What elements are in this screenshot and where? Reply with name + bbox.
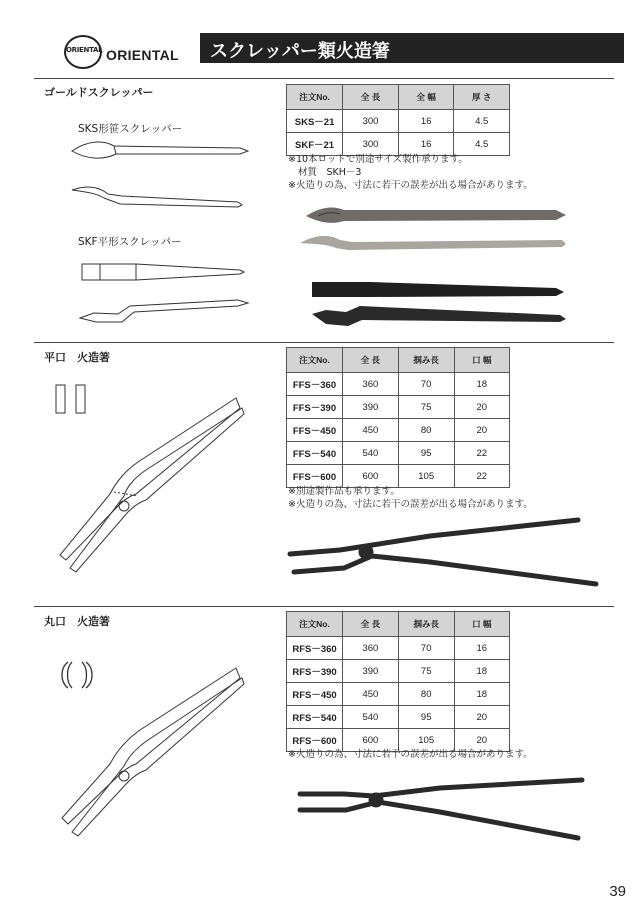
table-cell: 16 xyxy=(454,637,509,660)
table-cell: 75 xyxy=(398,660,454,683)
table-cell: 80 xyxy=(398,683,454,706)
table-cell: 18 xyxy=(454,660,509,683)
table-cell: 540 xyxy=(342,442,398,465)
column-header: 全 幅 xyxy=(398,85,453,110)
note-tolerance: ※火造りの為、寸法に若干の誤差が出る場合があります。 xyxy=(288,749,533,760)
table-cell-code: SKS－21 xyxy=(287,110,343,133)
note-lot: ※10本ロットで別途サイズ製作承ります。 xyxy=(288,154,468,165)
table-cell-code: FFS－360 xyxy=(287,373,343,396)
table-cell: 20 xyxy=(454,706,509,729)
table-cell-code: FFS－390 xyxy=(287,396,343,419)
section-title-flat-tongs: 平口 火造箸 xyxy=(44,351,110,364)
table-cell: 16 xyxy=(398,110,453,133)
table-cell-code: FFS－450 xyxy=(287,419,343,442)
table-cell: 16 xyxy=(398,133,453,156)
column-header: 注文No. xyxy=(287,348,343,373)
table-cell: 390 xyxy=(343,660,399,683)
table-cell: 105 xyxy=(398,729,454,752)
column-header: 全 長 xyxy=(342,348,398,373)
table-cell: 70 xyxy=(398,373,454,396)
table-cell: 95 xyxy=(398,442,454,465)
skf-scraper-photo xyxy=(312,282,566,326)
skf-scraper-drawing xyxy=(80,264,248,322)
note-custom-order: ※別途製作品も承ります。 xyxy=(288,486,400,497)
table-cell: 360 xyxy=(343,637,399,660)
table-cell: 18 xyxy=(454,683,509,706)
table-cell: 75 xyxy=(398,396,454,419)
table-cell: 20 xyxy=(454,419,509,442)
column-header: 口 幅 xyxy=(454,348,509,373)
table-cell: 300 xyxy=(343,110,399,133)
round-jaw-profile-icon xyxy=(62,662,92,688)
column-header: 全 長 xyxy=(343,85,399,110)
sks-scraper-photo xyxy=(300,208,566,250)
table-cell: 80 xyxy=(398,419,454,442)
flat-tongs-photo xyxy=(290,520,596,584)
table-cell-code: FFS－540 xyxy=(287,442,343,465)
table-cell: 600 xyxy=(343,729,399,752)
column-header: 注文No. xyxy=(287,612,343,637)
column-header: 掴み長 xyxy=(398,348,454,373)
table-cell: 450 xyxy=(342,419,398,442)
table-cell: 600 xyxy=(342,465,398,488)
page-number: 39 xyxy=(609,883,626,900)
table-cell: 22 xyxy=(454,465,509,488)
table-cell: 540 xyxy=(343,706,399,729)
table-cell-code: SKF－21 xyxy=(287,133,343,156)
table-cell-code: FFS－600 xyxy=(287,465,343,488)
table-cell-code: RFS－540 xyxy=(287,706,343,729)
table-cell: 4.5 xyxy=(454,110,510,133)
round-tongs-drawing xyxy=(62,668,244,836)
table-cell: 300 xyxy=(343,133,399,156)
note-tolerance: ※火造りの為、寸法に若干の誤差が出る場合があります。 xyxy=(288,499,533,510)
column-header: 注文No. xyxy=(287,85,343,110)
column-header: 口 幅 xyxy=(454,612,509,637)
sub-label-skf: SKF平形スクレッパー xyxy=(78,236,182,248)
section-title-gold-scraper: ゴールドスクレッパー xyxy=(44,86,154,99)
logo-text: ORIENTAL xyxy=(66,46,103,54)
section-title-round-tongs: 丸口 火造箸 xyxy=(44,615,110,628)
table-cell: 360 xyxy=(342,373,398,396)
note-tolerance: ※火造りの為、寸法に若干の誤差が出る場合があります。 xyxy=(288,180,533,191)
table-cell: 70 xyxy=(398,637,454,660)
table-cell: 20 xyxy=(454,729,509,752)
table-cell-code: RFS－600 xyxy=(287,729,343,752)
table-cell: 450 xyxy=(343,683,399,706)
flat-jaw-profile-icon xyxy=(56,385,85,413)
table-cell: 390 xyxy=(342,396,398,419)
table-cell: 22 xyxy=(454,442,509,465)
round-tongs-photo xyxy=(300,780,582,838)
table-cell: 18 xyxy=(454,373,509,396)
brand-name: ORIENTAL xyxy=(106,47,179,63)
column-header: 厚 さ xyxy=(454,85,510,110)
column-header: 全 長 xyxy=(343,612,399,637)
table-cell-code: RFS－390 xyxy=(287,660,343,683)
table-cell-code: RFS－450 xyxy=(287,683,343,706)
column-header: 掴み長 xyxy=(398,612,454,637)
note-material: 材質 SKH－3 xyxy=(298,167,362,178)
table-cell: 20 xyxy=(454,396,509,419)
table-cell: 4.5 xyxy=(454,133,510,156)
table-cell: 95 xyxy=(398,706,454,729)
flat-tongs-drawing xyxy=(60,398,244,572)
page-title: スクレッパー類火造箸 xyxy=(210,41,390,62)
table-cell: 105 xyxy=(398,465,454,488)
sks-scraper-drawing xyxy=(72,142,248,207)
sub-label-sks: SKS形笹スクレッパー xyxy=(78,123,183,135)
table-cell-code: RFS－360 xyxy=(287,637,343,660)
